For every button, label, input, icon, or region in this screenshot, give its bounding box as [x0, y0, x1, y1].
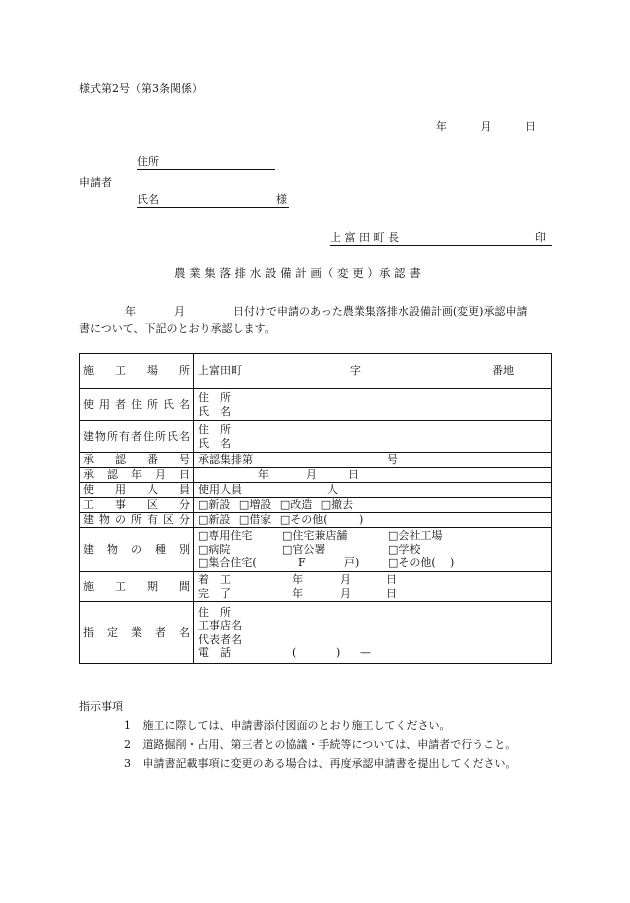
instruction-item — [124, 757, 517, 771]
location-town: 上富田町 — [198, 364, 242, 378]
users-count-prefix: 使用人員 — [198, 483, 242, 497]
period-start-year: 年 — [292, 573, 303, 586]
contractor-address-label: 住 所 — [198, 605, 231, 619]
owner-label: 建 物 所 有 者 住 所 氏 名 — [83, 429, 190, 443]
work-type-label: 工 事 区 分 — [83, 498, 190, 512]
users-count-suffix: 人 — [327, 483, 338, 497]
contractor-label: 指 定 業 者 名 — [83, 625, 190, 639]
instruction-number: 1 — [124, 719, 131, 732]
period-value-cell — [194, 572, 552, 602]
applicant-address-label: 住所 — [137, 155, 159, 168]
applicant-name-field — [137, 193, 289, 208]
instruction-text: 申請書記載事項に変更のある場合は、再度承認申請書を提出してください。 — [142, 757, 517, 770]
building-type-shop-house-checkbox[interactable]: □ 住宅兼店舗 — [282, 529, 388, 543]
period-label-cell — [80, 572, 194, 602]
ownership-label-cell — [80, 513, 194, 528]
location-value-cell — [194, 354, 552, 389]
location-label-cell — [80, 354, 194, 389]
building-type-apartment-checkbox[interactable]: □ 集合住宅( — [198, 556, 298, 570]
date-line — [436, 120, 536, 134]
body-line2: 書について、下記のとおり承認します。 — [79, 322, 276, 335]
ownership-rental-checkbox[interactable]: □ 借家 — [239, 513, 271, 526]
row-work-type — [80, 498, 552, 513]
period-label: 施 工 期 間 — [83, 579, 190, 593]
ownership-value-cell — [194, 513, 552, 528]
approval-no-label-cell — [80, 453, 194, 468]
work-type-remodel-checkbox[interactable]: □ 改造 — [280, 498, 312, 511]
issuer-title: 上 富 田 町 長 — [330, 231, 399, 244]
instruction-text: 道路掘削・占用、第三者との協議・手続等については、申請者で行うこと。 — [142, 738, 517, 751]
row-contractor — [80, 602, 552, 664]
approval-no-prefix: 承認集排第 — [198, 453, 253, 467]
ownership-new-checkbox[interactable]: □ 新設 — [198, 513, 230, 526]
work-type-removal-checkbox[interactable]: □ 撤去 — [321, 498, 353, 511]
form-id: 様式第2号（第3条関係） — [79, 82, 203, 95]
date-day-label: 日 — [525, 120, 536, 133]
contractor-tel-label: 電 話 — [198, 646, 231, 659]
body-line1: 日付けで申請のあった農業集落排水設備計画(変更)承認申請 — [233, 305, 528, 318]
work-type-extension-checkbox[interactable]: □ 増設 — [239, 498, 271, 511]
contractor-value-cell — [194, 602, 552, 664]
users-count-label-cell — [80, 483, 194, 498]
user-address-label: 住 所 — [198, 391, 231, 404]
owner-value-cell — [194, 421, 552, 453]
owner-address-label: 住 所 — [198, 423, 231, 436]
issuer-line — [330, 231, 552, 246]
building-type-factory-checkbox[interactable]: □ 会社工場 — [388, 529, 442, 543]
instruction-item — [124, 738, 516, 752]
building-type-label-cell — [80, 528, 194, 572]
users-count-value-cell — [194, 483, 552, 498]
period-end-month: 月 — [340, 586, 351, 600]
instruction-item — [124, 719, 451, 733]
building-type-school-checkbox[interactable]: □ 学校 — [388, 543, 420, 557]
date-year-label: 年 — [436, 120, 447, 133]
approval-date-label: 承 認 年 月 日 — [83, 468, 190, 482]
building-type-other-checkbox[interactable]: □ その他( — [388, 556, 450, 570]
contractor-label-cell — [80, 602, 194, 664]
applicant-honorific: 様 — [276, 193, 287, 206]
row-location — [80, 354, 552, 389]
applicant-address-field — [137, 155, 275, 170]
building-type-other-close: ) — [450, 556, 455, 570]
instruction-number: 3 — [124, 757, 131, 770]
work-type-label-cell — [80, 498, 194, 513]
contractor-rep-label: 代表者名 — [198, 632, 242, 646]
approval-date-year: 年 — [258, 468, 269, 482]
row-period — [80, 572, 552, 602]
contractor-tel-close: ) — [336, 646, 341, 659]
approval-date-value-cell — [194, 468, 552, 483]
building-type-label: 建 物 の 種 別 — [83, 542, 190, 556]
period-start-day: 日 — [386, 573, 397, 586]
user-label: 使 用 者 住 所 氏 名 — [83, 397, 190, 411]
approval-date-day: 日 — [348, 468, 359, 482]
user-label-cell — [80, 389, 194, 421]
approval-date-label-cell — [80, 468, 194, 483]
owner-label-cell — [80, 421, 194, 453]
row-approval-date — [80, 468, 552, 483]
approval-no-label: 承 認 番 号 — [83, 453, 190, 467]
row-approval-no — [80, 453, 552, 468]
period-start-month: 月 — [340, 573, 351, 586]
approval-date-spacer — [198, 468, 258, 482]
contractor-shop-label: 工事店名 — [198, 619, 242, 632]
location-label: 施 工 場 所 — [83, 364, 190, 378]
row-owner — [80, 421, 552, 453]
contractor-tel-dash: — — [360, 646, 371, 659]
ownership-label: 建 物 の 所 有 区 分 — [83, 513, 190, 527]
owner-name-label: 氏 名 — [198, 436, 231, 450]
row-users-count — [80, 483, 552, 498]
seal-mark: 印 — [535, 231, 546, 244]
building-type-government-checkbox[interactable]: □ 官公署 — [282, 543, 388, 557]
ownership-other-close: ) — [359, 513, 364, 527]
applicant-name-label: 氏名 — [137, 193, 159, 206]
contractor-tel-open: ( — [292, 646, 297, 659]
building-type-hospital-checkbox[interactable]: □ 病院 — [198, 543, 282, 557]
instruction-text: 施工に際しては、申請書添付図面のとおり施工してください。 — [142, 719, 451, 732]
approval-no-value-cell — [194, 453, 552, 468]
row-ownership — [80, 513, 552, 528]
building-type-house-checkbox[interactable]: □ 専用住宅 — [198, 529, 282, 543]
period-start-label: 着 工 — [198, 573, 231, 586]
location-aza: 字 — [350, 364, 361, 378]
date-month-label: 月 — [480, 120, 492, 133]
work-type-new-checkbox[interactable]: □ 新設 — [198, 498, 230, 511]
approval-table — [79, 353, 552, 664]
building-type-household-unit: 戸) — [344, 556, 360, 570]
location-banchi: 番地 — [492, 364, 514, 378]
applicant-label: 申請者 — [79, 176, 112, 189]
instructions-heading: 指示事項 — [79, 700, 123, 713]
period-end-year: 年 — [292, 586, 303, 600]
building-type-value-cell — [194, 528, 552, 572]
users-count-label: 使 用 人 員 — [83, 483, 190, 497]
user-value-cell — [194, 389, 552, 421]
row-building-type — [80, 528, 552, 572]
period-end-label: 完 了 — [198, 586, 231, 600]
body-month: 月 — [174, 305, 185, 318]
approval-no-suffix: 号 — [387, 453, 398, 467]
body-year: 年 — [125, 305, 136, 318]
building-type-floor-unit: F — [298, 556, 306, 570]
user-name-label: 氏 名 — [198, 404, 231, 418]
document-title: 農 業 集 落 排 水 設 備 計 画（ 変 更 ）承 認 書 — [174, 266, 421, 280]
instruction-number: 2 — [124, 738, 131, 751]
period-end-day: 日 — [386, 586, 397, 600]
work-type-value-cell — [194, 498, 552, 513]
approval-date-month: 月 — [306, 468, 317, 482]
row-user — [80, 389, 552, 421]
ownership-other-checkbox[interactable]: □ その他( — [280, 513, 328, 526]
